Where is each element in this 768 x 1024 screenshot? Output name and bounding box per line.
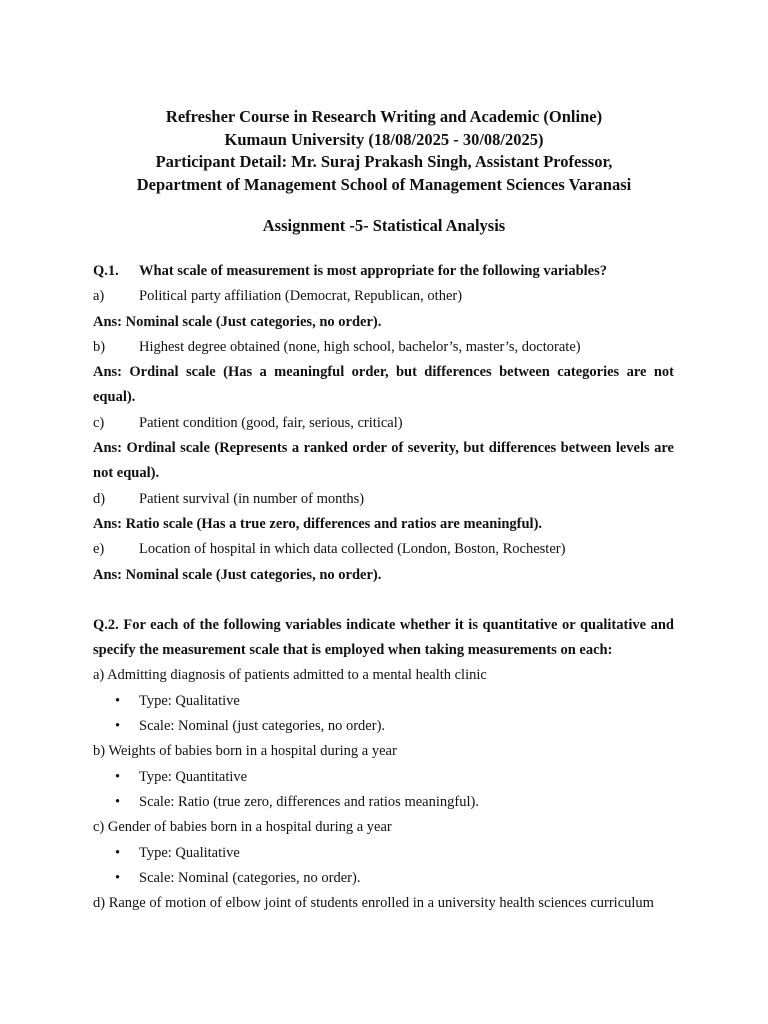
q2-question: Q.2. For each of the following variables indicate whether it is quantitative or qualitative and specify the measurement scale that is employed when taking measurements on each: <box>93 616 674 659</box>
q1-item-c <box>93 411 674 436</box>
bullet-icon: • <box>115 692 121 709</box>
bullet-icon: • <box>115 793 121 810</box>
bullet-text: Type: Qualitative <box>139 692 240 709</box>
q2-item-a: a) Admitting diagnosis of patients admitted to a mental health clinic <box>93 667 487 684</box>
q2-a-scale <box>93 714 674 739</box>
q1-item-a <box>93 284 674 309</box>
q1-answer-d: Ans: Ratio scale (Has a true zero, differences and ratios are meaningful). <box>93 515 543 532</box>
bullet-icon: • <box>115 869 121 886</box>
q1-answer-b: Ans: Ordinal scale (Has a meaningful order, but differences between categories are not equal). <box>93 364 674 406</box>
item-text: Highest degree obtained (none, high school, bachelor’s, master’s, doctorate) <box>139 338 581 355</box>
assignment-title: Assignment -5- Statistical Analysis <box>262 216 506 235</box>
q2-item-b: b) Weights of babies born in a hospital during a year <box>93 743 397 760</box>
q2-c-type <box>93 841 674 866</box>
bullet-text: Scale: Ratio (true zero, differences and ratios meaningful). <box>139 793 479 810</box>
q2-item-d: d) Range of motion of elbow joint of students enrolled in a university health sciences curriculum <box>93 895 654 912</box>
q1-question <box>93 259 674 284</box>
q2-b-type <box>93 765 674 790</box>
participant-detail: Participant Detail: Mr. Suraj Prakash Singh, Assistant Professor, <box>155 152 613 171</box>
q1-text: What scale of measurement is most appropriate for the following variables? <box>139 263 607 279</box>
q2-a-type <box>93 689 674 714</box>
item-label: e) <box>93 541 105 558</box>
q1-item-e <box>93 537 674 562</box>
q1-answer-c: Ans: Ordinal scale (Represents a ranked order of severity, but differences between levels are not equal). <box>93 440 674 482</box>
item-label: a) <box>93 288 105 305</box>
course-title: Refresher Course in Research Writing and Academic (Online) <box>165 107 603 126</box>
q1-item-b <box>93 335 674 360</box>
q1-item-d <box>93 487 674 512</box>
bullet-text: Type: Quantitative <box>139 768 248 785</box>
q2-b-scale <box>93 790 674 815</box>
bullet-icon: • <box>115 718 121 735</box>
q1-label: Q.1. <box>93 263 119 279</box>
item-label: d) <box>93 490 106 507</box>
document-header <box>0 106 768 196</box>
item-label: b) <box>93 338 106 355</box>
q2-c-scale <box>93 866 674 891</box>
item-text: Political party affiliation (Democrat, Republican, other) <box>139 288 463 305</box>
item-text: Patient survival (in number of months) <box>139 490 365 507</box>
item-text: Location of hospital in which data collected (London, Boston, Rochester) <box>139 541 566 558</box>
bullet-icon: • <box>115 844 121 861</box>
university-dates: Kumaun University (18/08/2025 - 30/08/2025) <box>224 129 544 149</box>
q2-item-c: c) Gender of babies born in a hospital during a year <box>93 819 392 836</box>
bullet-icon: • <box>115 768 121 785</box>
department-line: Department of Management School of Management Sciences Varanasi <box>136 174 632 194</box>
q1-answer-a: Ans: Nominal scale (Just categories, no order). <box>93 313 382 330</box>
bullet-text: Type: Qualitative <box>139 844 240 861</box>
bullet-text: Scale: Nominal (categories, no order). <box>139 869 361 886</box>
item-text: Patient condition (good, fair, serious, critical) <box>139 414 403 431</box>
item-label: c) <box>93 414 105 431</box>
bullet-text: Scale: Nominal (just categories, no order). <box>139 718 386 735</box>
document-body <box>93 259 674 916</box>
q1-answer-e: Ans: Nominal scale (Just categories, no order). <box>93 566 382 583</box>
